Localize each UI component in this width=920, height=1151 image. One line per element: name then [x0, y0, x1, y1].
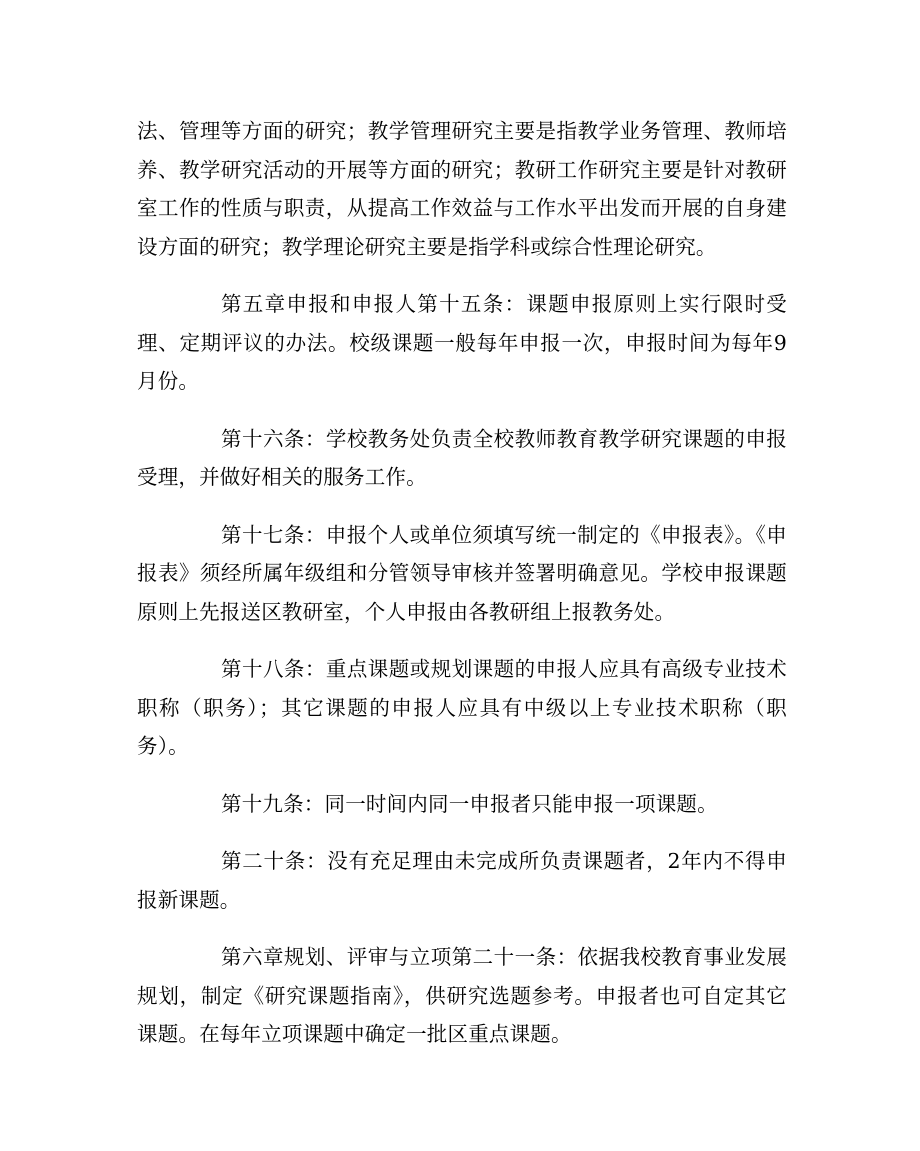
- paragraph-article-20: 第二十条：没有充足理由未完成所负责课题者，2年内不得申报新课题。: [137, 849, 787, 912]
- paragraph-article-16: 第十六条：学校教务处负责全校教师教育教学研究课题的申报受理，并做好相关的服务工作。: [137, 426, 787, 489]
- paragraph-chapter-5-article-15: 第五章申报和申报人第十五条：课题申报原则上实行限时受理、定期评议的办法。校级课题一般每年申报一次，申报时间为每年9月份。: [137, 292, 787, 393]
- paragraph-article-17: 第十七条：申报个人或单位须填写统一制定的《申报表》。《申报表》须经所属年级组和分管领导审核并签署明确意见。学校申报课题原则上先报送区教研室，个人申报由各教研组上报教务处。: [137, 522, 787, 624]
- paragraph-chapter-6-article-21: 第六章规划、评审与立项第二十一条：依据我校教育事业发展规划，制定《研究课题指南》，供研究选题参考。申报者也可自定其它课题。在每年立项课题中确定一批区重点课题。: [137, 945, 787, 1046]
- paragraph-continuation: 法、管理等方面的研究；教学管理研究主要是指教学业务管理、教师培养、教学研究活动的开展等方面的研究；教研工作研究主要是针对教研室工作的性质与职责，从提高工作效益与工作水平出发而开展的自身建设方面的研究；教学理论研究主要是指学科或综合性理论研究。: [137, 119, 787, 259]
- paragraph-article-19: 第十九条：同一时间内同一申报者只能申报一项课题。: [221, 791, 718, 816]
- document-body: [137, 112, 787, 1073]
- paragraph-article-18: 第十八条：重点课题或规划课题的申报人应具有高级专业技术职称（职务）；其它课题的申报人应具有中级以上专业技术职称（职务）。: [137, 657, 787, 758]
